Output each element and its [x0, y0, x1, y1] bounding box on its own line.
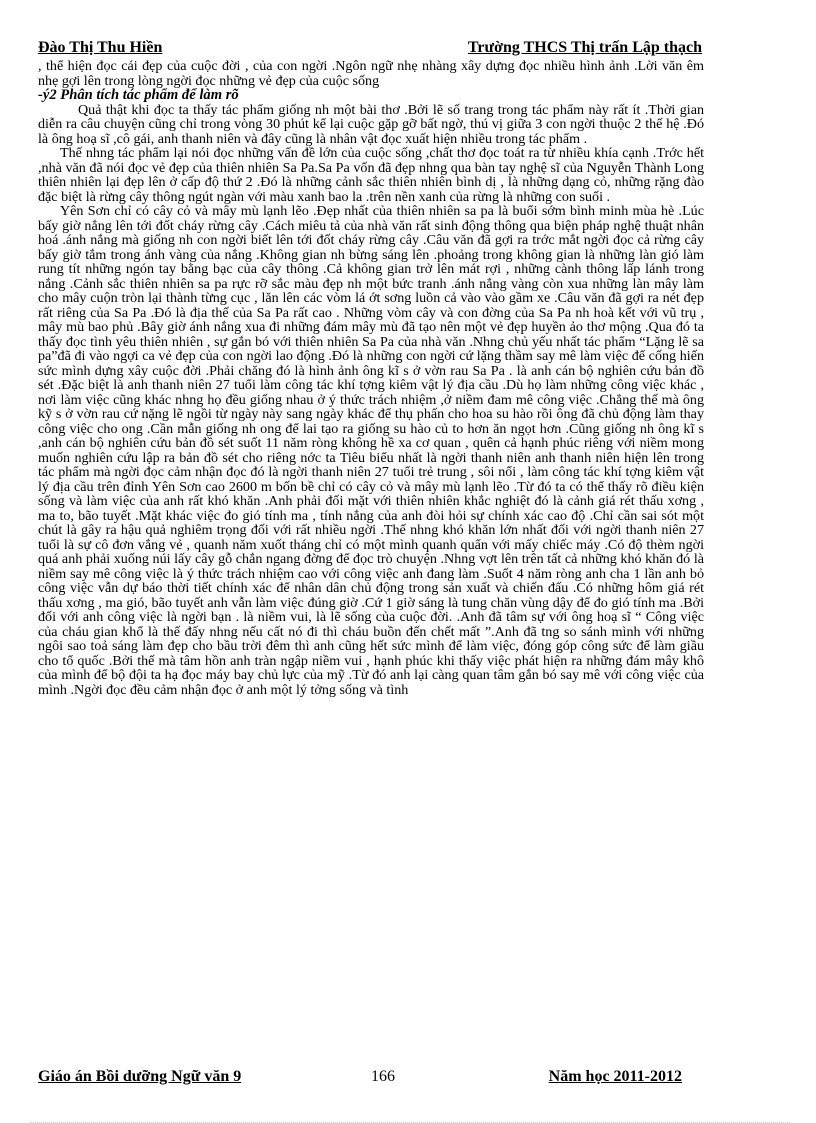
- intro-paragraph: , thể hiện đọc cái đẹp của cuộc đời , của con ngời .Ngôn ngữ nhẹ nhàng xây dựng đọc nhiều hình ảnh .Lời văn êm nhẹ gợi lên trong lòng ngời đọc những vẻ đẹp của cuộc sống: [38, 58, 704, 89]
- paragraph-3: Yên Sơn chỉ có cây cỏ và mây mù lạnh lẽo .Đẹp nhất của thiên nhiên sa pa là buổi sớm bình minh mùa hè .Lúc bấy giờ nắng lên tới đốt cháy rừng cây .Cách miêu tả của nhà văn rất sinh động thông qua biện pháp nghệ thuật nhân hoá .ánh nắng mà giống nh con ngời biết lên tới đốt cháy rừng cây .Câu văn đã gợi ra trớc mắt ngời đọc cả rừng cây bấy giờ tắm trong ánh vàng của nắng .Không gian nh bừng sáng lên .phoảng trong không gian là những làn gió làm rung tít những ngón tay bằng bạc của cây thông .Cả không gian trở lên mát rợi , những cành thông lấp lánh trong nắng .Cảnh sắc thiên nhiên sa pa rực rỡ sắc màu đẹp nh một bức tranh .ánh nắng vàng còn xua những làn mây làm cho mây cuộn tròn lại thành từng cục , lăn lên các vòm lá ớt sơng luồn cả vào vào gầm xe .Câu văn đã gợi ra nét đẹp rất riêng của Sa Pa .Đó là địa thế của Sa Pa rất cao . Những vòm cây và con đờng của Sa Pa nh hoà kết với vũ trụ , mây mù bao phủ .Bây giờ ánh nắng xua đi những đám mây mù đã tạo nên một vẻ đẹp huyền ảo thơ mộng .Qua đó ta thấy đọc tình yêu thiên nhiên , sự gắn bó với thiên nhiên Sa Pa của nhà văn .Nhng chủ yếu nhất tác phẩm “Lặng lẽ sa pa”đã đi vào ngợi ca vẻ đẹp của con ngời lao động .Đó là những con ngời cứ lặng thầm say mê làm việc để cống hiến sức mình dựng xây cuộc đời .Phải chăng đó là hình ảnh ông kĩ s ở vờn rau Sa Pa . là anh cán bộ nghiên cứu bản đồ sét .Đặc biệt là anh thanh niên 27 tuổi làm công tác khí tợng kiêm vật lý địa cầu .Dù họ làm những công việc khác , nơi làm việc cũng khác nhng họ đều giống nhau ở ý thức trách nhiệm ,ở niềm đam mê công việc .Chẳng thế mà ông kỹ s ở vờn rau cứ nặng lẽ ngồi từ ngày này sang ngày khác để thụ phấn cho hoa su hào rồi ông đã chủ động làm thay công việc cho ong .Cần mẫn giống nh ong để lai tạo ra giống su hào củ to hơn ăn ngọt hơn .Cũng giống nh ông kĩ s ,anh cán bộ nghiên cứu bản đồ sét suốt 11 năm ròng không hề xa cơ quan , quên cả hạnh phúc riêng với niềm mong muốn nghiên cứu lập ra bản đồ sét cho riêng nớc ta Tiêu biểu nhất là ngời thanh niên anh thanh niên hiện lên trong tác phẩm mà ngời đọc cảm nhận đọc đó là ngời thanh niên 27 tuổi trẻ trung , sôi nổi , làm công tác khí tợng kiêm vật lý địa cầu trên đỉnh Yên Sơn cao 2600 m bốn bề chỉ có cây cỏ và mây mù lạnh lẽo .Từ đó ta có thể thấy rõ điều kiện sống và làm việc của anh rất khó khăn .Anh phải đối mặt với thiên nhiên khắc nghiệt đó là cảnh giá rét thấu xơng , ma to, bão tuyết .Mặt khác việc đo gió tính ma , tính nắng của anh đòi hỏi sự chính xác cao độ .Chỉ cần sai sót một chút là gây ra hậu quả nghiêm trọng đối với rất nhiều ngời .Thế nhng khó khăn lớn nhất đối với ngời thanh niên 27 tuổi là sự cô đơn vắng vẻ , quanh năm xuốt tháng chỉ có một mình quanh quẩn với mấy chiếc máy .Có độ thèm ngời quá anh phải xuống núi lấy cây gỗ chắn ngang đờng để đọc trò chuyện .Nhng vợt lên trên tất cả những khó khăn đó là niềm say mê công việc là ý thức trách nhiệm cao với công việc anh đang làm .Suốt 4 năm ròng anh cha 1 lần anh bỏ công việc vẫn dự báo thời tiết chính xác để nhân dân chủ động trong sản xuất và chiến đấu .Có những hôm giá rét thấu xơng , ma gió, bão tuyết anh vẫn làm việc đúng giờ .Cứ 1 giờ sáng là tung chăn vùng dậy để đo gió tính ma .Bởi đối với anh công việc là ngời bạn . là niềm vui, là lẽ sống của cuộc đời. .Anh đã tâm sự với ông hoạ sĩ “ Công việc của cháu gian khổ là thế đấy nhng nếu cất nó đi thì cháu buồn đến chết mất ”.Anh đã tng so sánh mình với những ngôi sao toả sáng làm đẹp cho bầu trời đêm thì anh cũng hết sức mình để làm việc, đóng góp công sức để làm giầu cho tổ quốc .Bởi thế mà tâm hồn anh tràn ngập niềm vui , hạnh phúc khi thấy việc phát hiện ra những đám mây khô của mình để bộ đội ta hạ đọc máy bay chủ lực của mỹ .Từ đó anh lại càng quan tâm gắn bó say mê với công việc của mình .Ngời đọc đều cảm nhận đọc ở anh một lý tởng sống và tình: [38, 203, 704, 698]
- page-header: [38, 38, 704, 58]
- section-heading: -ý2 Phân tích tác phẩm để làm rõ: [38, 87, 239, 103]
- footer-subject: Giáo án Bồi dưỡng Ngữ văn 9: [38, 1068, 242, 1085]
- paragraph-2: Thế nhng tác phẩm lại nói đọc những vấn đề lớn của cuộc sống ,chất thơ đọc toát ra từ nhiều khía cạnh .Trớc hết ,nhà văn đã nói đọc vẻ đẹp của thiên nhiên Sa Pa.Sa Pa vốn đã đẹp nhng qua bàn tay nghệ sĩ của Nguyễn Thành Long thiên nhiên lại đẹp lên ở cấp độ thứ 2 .Đó là những cảnh sắc thiên nhiên bình dị , là những dạng cỏ, những rặng đào đặc biệt là rừng cây thông ngút ngàn với màu xanh bao la .trên nền xanh của rừng là những con suối .: [38, 145, 704, 205]
- paragraph-1: Quả thật khi đọc ta thấy tác phẩm giống nh một bài thơ .Bởi lẽ số trang trong tác phẩm này rất ít .Thời gian diễn ra câu chuyện cũng chỉ trong vòng 30 phút kể lại cuộc gặp gỡ bất ngờ, thú vị giữa 3 con ngời thuộc 2 thế hệ .Đó là ông hoạ sĩ ,cô gái, anh thanh niên và đây cũng là nhân vật đọc xuất hiện nhiều trong tác phẩm .: [38, 101, 704, 147]
- page-number: 166: [371, 1068, 395, 1085]
- school-name: Trường THCS Thị trấn Lập thạch: [467, 39, 702, 56]
- author-name: Đào Thị Thu Hiền: [38, 39, 163, 56]
- footer-school-year: Năm học 2011-2012: [548, 1068, 682, 1085]
- document-page: [38, 38, 704, 697]
- document-body: [38, 59, 704, 697]
